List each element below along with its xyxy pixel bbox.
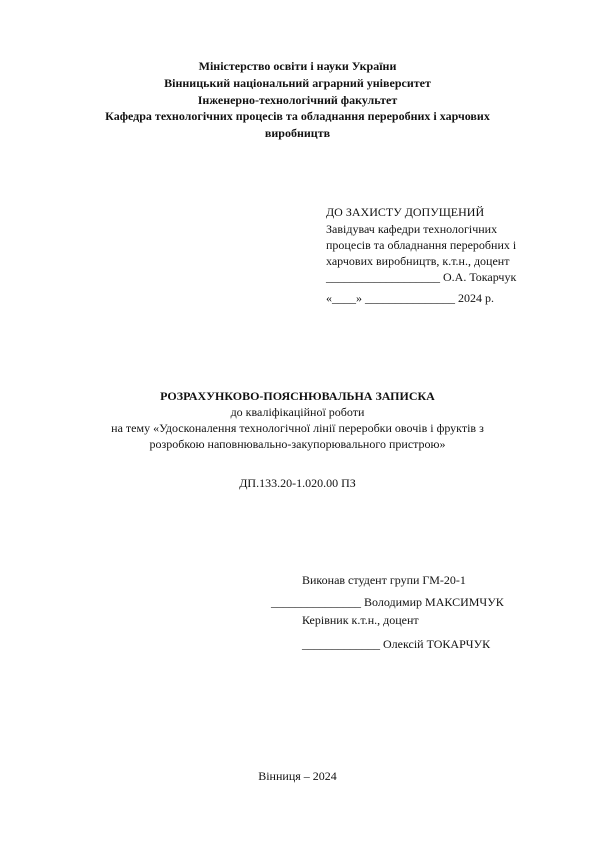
department-name-line1: Кафедра технологічних процесів та обладнання переробних і харчових (105, 109, 490, 123)
department-name-line2: виробництв (264, 126, 331, 140)
approval-position-line2: процесів та обладнання переробних і (326, 238, 517, 252)
student-label: Виконав студент групи ГМ-20-1 (302, 573, 466, 587)
approval-position-line1: Завідувач кафедри технологічних (326, 222, 498, 236)
ministry-name: Міністерство освіти і науки України (198, 59, 397, 73)
student-signature: _______________ Володимир МАКСИМЧУК (271, 595, 504, 609)
supervisor-signature: _____________ Олексій ТОКАРЧУК (302, 637, 491, 651)
approval-heading: ДО ЗАХИСТУ ДОПУЩЕНИЙ (326, 205, 485, 219)
approval-signature-line: ___________________ О.А. Токарчук (326, 270, 517, 284)
document-subtitle: до кваліфікаційної роботи (230, 405, 365, 419)
theme-line2: розробкою наповнювально-закупорювального пристрою» (149, 437, 446, 451)
document-code: ДП.133.20-1.020.00 ПЗ (239, 476, 356, 490)
approval-date-line: «____» _______________ 2024 р. (326, 291, 494, 305)
city-year: Вінниця – 2024 (258, 769, 337, 783)
approval-position-line3: харчових виробництв, к.т.н., доцент (326, 254, 510, 268)
faculty-name: Інженерно-технологічний факультет (197, 93, 398, 107)
theme-line1: на тему «Удосконалення технологічної лінії переробки овочів і фруктів з (111, 421, 484, 435)
document-title: РОЗРАХУНКОВО-ПОЯСНЮВАЛЬНА ЗАПИСКА (160, 389, 435, 403)
supervisor-label: Керівник к.т.н., доцент (302, 613, 419, 627)
university-name: Вінницький національний аграрний університет (164, 76, 431, 90)
